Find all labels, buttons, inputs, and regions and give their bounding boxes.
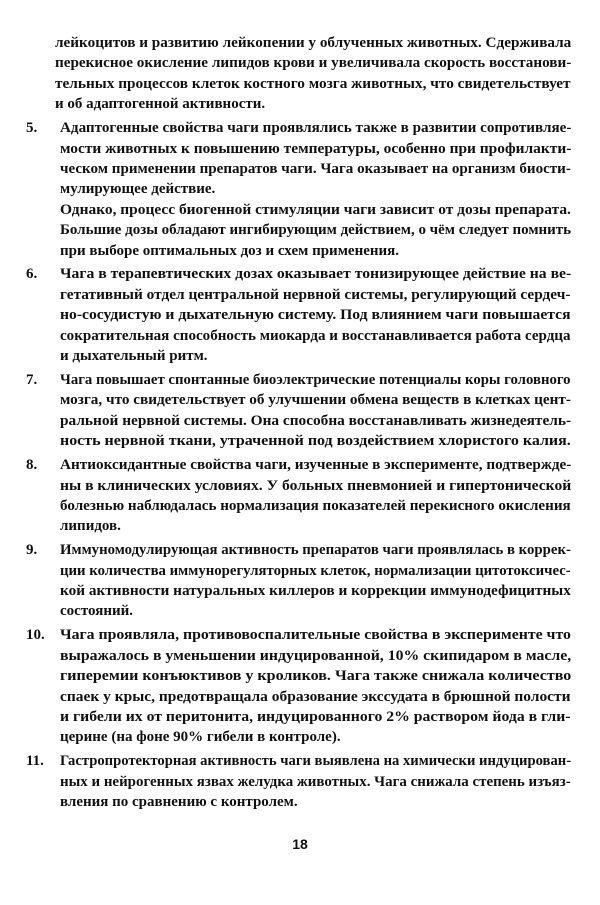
page-number: 18 (292, 836, 308, 852)
text-line: состояний. (60, 603, 133, 620)
text-line: и об адаптогенной активности. (55, 96, 266, 113)
text-line: мости животных к повышению температуры, особенно при профилакти- (60, 140, 572, 157)
text-line: Чага проявляла, противовоспалительные свойства в эксперименте что (60, 627, 571, 644)
list-item-number: 10. (26, 627, 45, 644)
text-line: ральной нервной системы. Она способна восстанавливать жизнедеятель- (60, 412, 572, 429)
text-line: и гибели их от перитонита, индуцированного 2% раствором йода в гли- (60, 708, 571, 725)
text-line: болезнью наблюдалась нормализация показателей перекисного окисления (60, 497, 571, 514)
text-line: ны в клинических условиях. У больных пневмонией и гипертонической (60, 477, 572, 494)
text-line: спаек у крыс, предотвращала образование экссудата в брюшной полости (60, 688, 571, 705)
text-line: липидов. (60, 518, 121, 535)
text-line: при выборе оптимальных доз и схем применения. (60, 242, 400, 259)
text-line: ции количества иммунорегуляторных клеток, нормализации цитотоксичес- (60, 562, 571, 579)
text-line: Адаптогенные свойства чаги проявлялись также в развитии сопротивляе- (60, 120, 572, 137)
text-line: Большие дозы обладают ингибирующим действием, о чём следует помнить (60, 222, 572, 239)
text-line: ность нервной ткани, утраченной под воздействием хлористого калия. (60, 433, 571, 450)
text-line: мулирующее действие. (60, 181, 216, 198)
text-line: Антиоксидантные свойства чаги, изученные в эксперименте, подтвержде- (60, 457, 572, 474)
text-line: перекисное окисление липидов крови и увеличивала скорость восстанови- (55, 55, 572, 72)
list-item-number: 9. (26, 542, 38, 559)
list-item-number: 6. (26, 266, 38, 283)
text-line: церине (на фоне 90% гибели в контроле). (60, 729, 341, 746)
list-item-number: 11. (26, 753, 44, 770)
text-line: Гастропротекторная активность чаги выявлена на химически индуцирован- (60, 753, 572, 770)
text-line: сократительная способность миокарда и восстанавливается работа сердца (60, 327, 571, 344)
text-line: и дыхательный ритм. (60, 348, 208, 364)
text-line: вления по сравнению с контролем. (60, 794, 298, 810)
text-line: Чага повышает спонтанные биоэлектрические потенциалы коры головного (60, 371, 571, 388)
text-line: гетативный отдел центральной нервной системы, регулирующий сердеч- (60, 286, 571, 303)
list-item-number: 7. (26, 371, 38, 388)
list-item-number: 8. (26, 457, 38, 474)
text-line: лейкоцитов и развитию лейкопении у облученных животных. Сдерживала (55, 35, 572, 51)
list-item-number: 5. (26, 120, 38, 137)
text-line: Чага в терапевтических дозах оказывает тонизирующее действие на ве- (60, 266, 572, 283)
text-line: ных и нейрогенных язвах желудка животных. Чага снижала степень изъяз- (60, 773, 571, 790)
text-line: но-сосудистую и дыхательную систему. Под влиянием чаги повышается (60, 307, 571, 324)
text-line: гиперемии конъюктивов у кроликов. Чага также снижала количество (60, 668, 572, 685)
text-line: выражалось в уменьшении индуцированной, 10% скипидаром в масле, (60, 647, 572, 664)
text-line: Однако, процесс биогенной стимуляции чаги зависит от дозы препарата. (60, 201, 571, 218)
text-line: мозга, что свидетельствует об улучшении обмена веществ в клетках цент- (60, 392, 571, 409)
text-line: кой активности натуральных киллеров и коррекции иммунодефицитных (60, 583, 571, 599)
text-line: Иммуномодулирующая активность препаратов чаги проявлялась в коррек- (60, 542, 571, 559)
text-line: ческом применении препаратов чаги. Чага оказывает на организм биости- (60, 160, 571, 177)
text-line: тельных процессов клеток костного мозга животных, что свидетельствует (55, 75, 571, 92)
